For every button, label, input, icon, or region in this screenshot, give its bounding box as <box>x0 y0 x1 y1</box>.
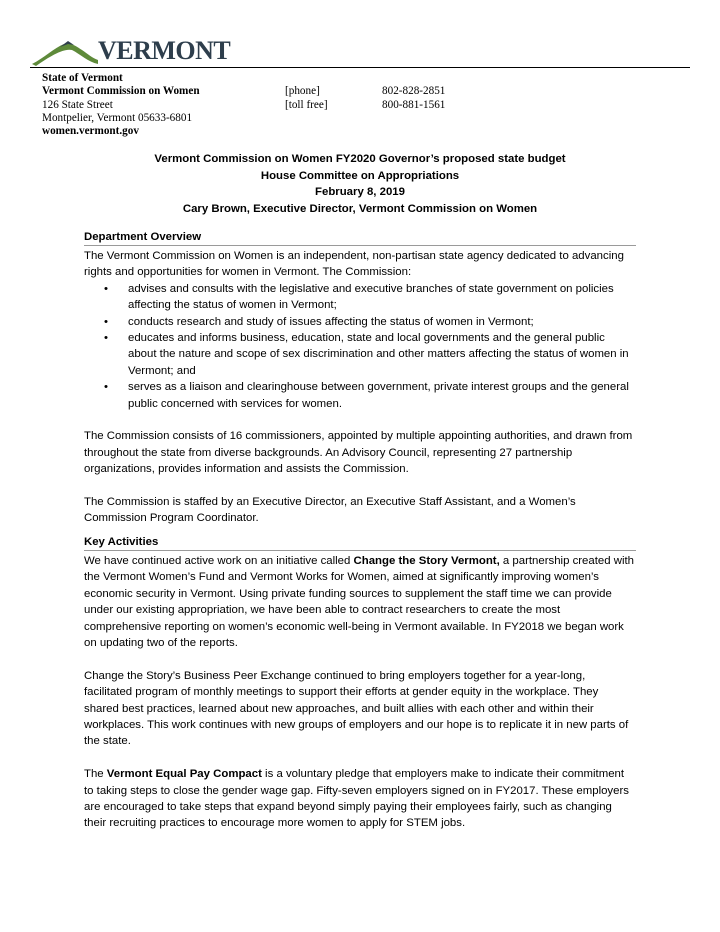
list-item: • educates and informs business, education, state and local governments and the general public about the nature and scope of sex discrimination and other matters affecting the status of women in Vermont; and <box>104 332 629 377</box>
equal-pay-compact-bold: Vermont Equal Pay Compact <box>106 768 262 781</box>
equal-pay-paragraph: The Vermont Equal Pay Compact is a voluntary pledge that employers make to indicate their commitment to taking steps to close the gender wage gap. Fifty-seven employers signed on in FY2017. These employers are encouraged to take steps that expand beyond simply paying their employees fairly, such as changing their recruiting practices to encourage more women to apply for STEM jobs. <box>84 768 629 830</box>
city-address: Montpelier, Vermont 05633-6801 <box>42 111 193 124</box>
bullet-icon: • <box>104 315 108 328</box>
phone-label: [phone] <box>285 85 320 98</box>
org-name: Vermont Commission on Women <box>42 85 200 98</box>
overview-commissioners-paragraph: The Commission consists of 16 commissioners, appointed by multiple appointing authorities, and drawn from throughout the state from diverse backgrounds. An Advisory Council, representing 27 partnership organizations, provides information and assists the Commission. <box>84 430 633 476</box>
change-the-story-paragraph: We have continued active work on an initiative called Change the Story Vermont, a partnership created with the Vermont Women’s Fund and Vermont Works for Women, aimed at significantly improving women’s economic security in Vermont. Using private funding sources to supplement the staff time we can provide under our existing appropriation, we have been able to contract researchers to create the most comprehensive reporting on women’s economic well-being in Vermont available. In FY2018 we began work on updating two of the reports. <box>84 555 634 650</box>
activities-heading: Key Activities <box>84 535 636 551</box>
bullet-icon: • <box>104 381 108 394</box>
department-overview-section <box>84 230 636 527</box>
org-state: State of Vermont <box>42 72 123 84</box>
list-item: • advises and consults with the legislative and executive branches of state government on policies affecting the status of women in Vermont; <box>104 282 614 312</box>
change-the-story-bold: Change the Story Vermont, <box>353 555 500 567</box>
peer-exchange-paragraph: Change the Story’s Business Peer Exchange continued to bring employers together for a year-long, facilitated program of monthly meetings to support their efforts at gender equity in the workplace. They shared best practices, learned about new approaches, and built allies with each other and within their workplaces. This work continues with new groups of employers and our hope is to replicate it in new parts of the state. <box>84 669 629 748</box>
bullet-icon: • <box>104 332 108 345</box>
title-line-1: Vermont Commission on Women FY2020 Governor’s proposed state budget <box>154 153 566 165</box>
phone-number: 802-828-2851 <box>382 85 446 98</box>
logo-wordmark: VERMONT <box>98 36 231 65</box>
document-title-block <box>0 151 720 217</box>
address-block <box>42 72 446 138</box>
header-divider <box>30 67 690 68</box>
overview-bullet-list <box>84 281 636 412</box>
tollfree-label: [toll free] <box>285 98 328 111</box>
title-line-4: Cary Brown, Executive Director, Vermont Commission on Women <box>182 202 538 215</box>
overview-heading: Department Overview <box>84 230 636 246</box>
title-line-2: House Committee on Appropriations <box>260 169 460 182</box>
overview-intro: The Vermont Commission on Women is an independent, non-partisan state agency dedicated to advancing rights and opportunities for women in Vermont. The Commission: <box>84 250 624 279</box>
overview-staff-paragraph: The Commission is staffed by an Executive Director, an Executive Staff Assistant, and a Women’s Commission Program Coordinator. <box>84 496 576 525</box>
website-link[interactable]: women.vermont.gov <box>42 125 139 138</box>
list-item: • serves as a liaison and clearinghouse between government, private interest groups and the general public concerned with services for women. <box>104 381 629 410</box>
tollfree-number: 800-881-1561 <box>382 98 446 111</box>
street-address: 126 State Street <box>42 98 113 111</box>
list-item: • conducts research and study of issues affecting the status of women in Vermont; <box>84 314 636 330</box>
title-line-3: February 8, 2019 <box>315 186 405 198</box>
bullet-icon: • <box>104 282 108 295</box>
key-activities-section <box>84 535 636 832</box>
